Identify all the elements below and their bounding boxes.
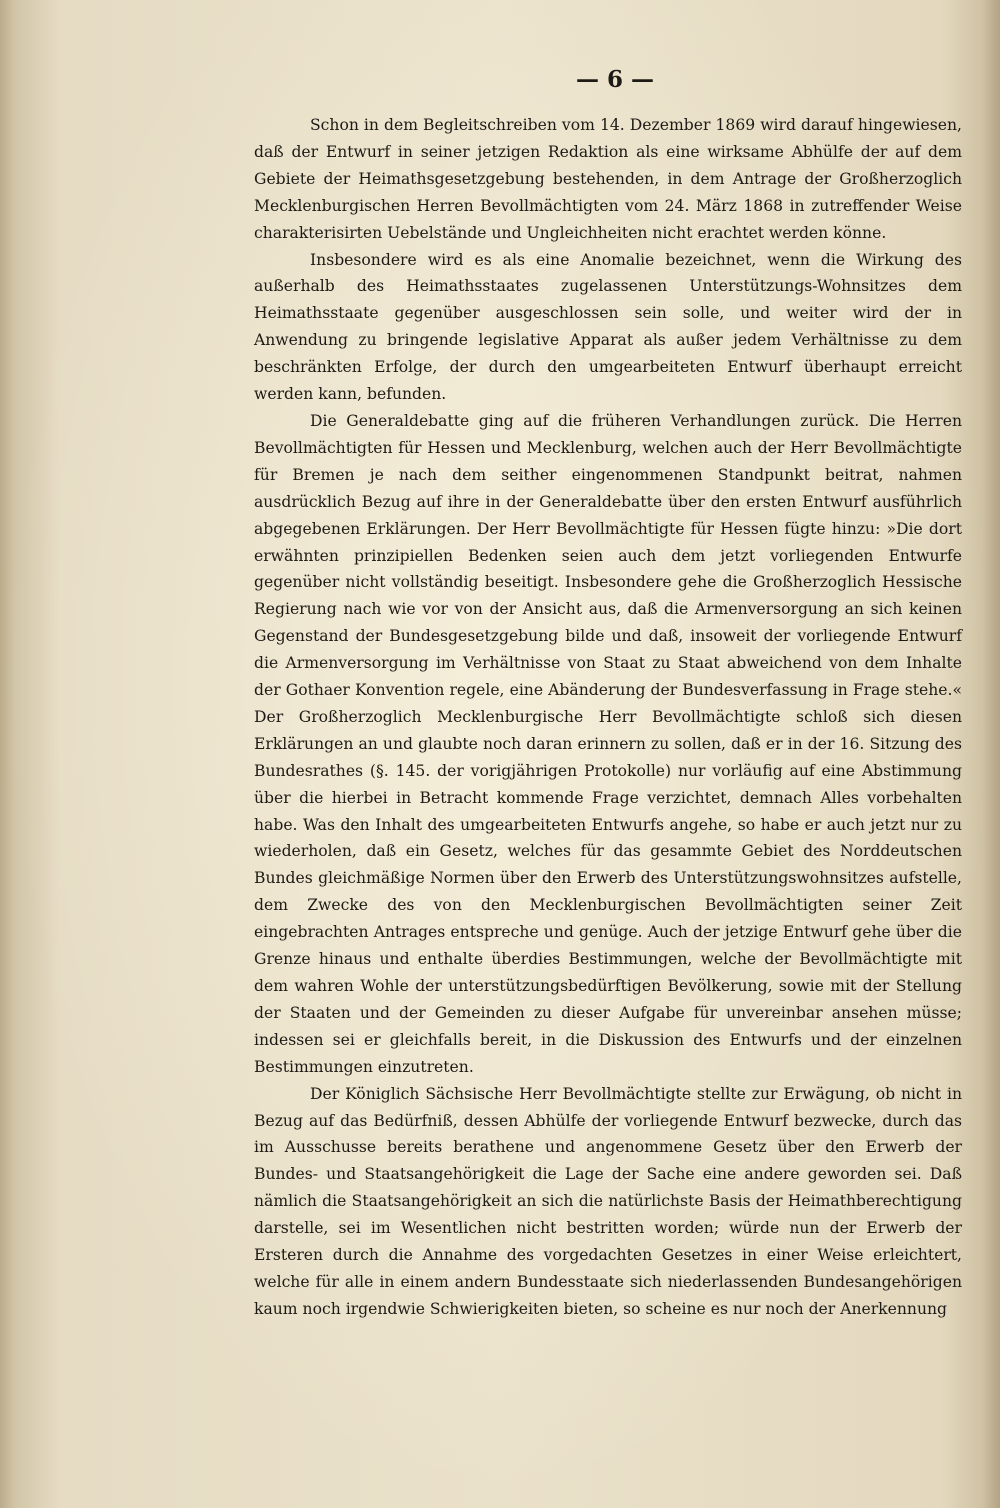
paragraph: Der Königlich Sächsische Herr Bevollmächtigte stellte zur Erwägung, ob nicht in Bezug auf das Bedürfniß, dessen Abhülfe der vorliegende Entwurf bezwecke, durch das im Ausschusse bereits berathene und angenommene Gesetz über den Erwerb der Bundes- und Staatsangehörigkeit die Lage der Sache eine andere geworden sei. Daß nämlich die Staatsangehörigkeit an sich die natürlichste Basis der Heimathberechtigung darstelle, sei im Wesentlichen nicht bestritten worden; würde nun der Erwerb der Ersteren durch die Annahme des vorgedachten Gesetzes in einer Weise erleichtert, welche für alle in einem andern Bundesstaate sich niederlassenden Bundesangehörigen kaum noch irgendwie Schwierigkeiten bieten, so scheine es nur noch der Anerkennung [254, 1084, 962, 1318]
page-number: — 6 — [575, 66, 655, 93]
paragraph: Schon in dem Begleitschreiben vom 14. Dezember 1869 wird darauf hingewiesen, daß der Entwurf in seiner jetzigen Redaktion als eine wirksame Abhülfe der auf dem Gebiete der Heimathsgesetzgebung bestehenden, in dem Antrage der Großherzoglich Mecklenburgischen Herren Bevollmächtigten vom 24. März 1868 in zutreffender Weise charakterisirten Uebelstände und Ungleichheiten nicht erachtet werden könne. [254, 116, 962, 242]
paragraph: Die Generaldebatte ging auf die früheren Verhandlungen zurück. Die Herren Bevollmächtigten für Hessen und Mecklenburg, welchen auch der Herr Bevollmächtigte für Bremen je nach dem seither eingenommenen Standpunkt beitrat, nahmen ausdrücklich Bezug auf ihre in der Generaldebatte über den ersten Entwurf ausführlich abgegebenen Erklärungen. Der Herr Bevollmächtigte für Hessen fügte hinzu: »Die dort erwähnten prinzipiellen Bedenken seien auch dem jetzt vorliegenden Entwurfe gegenüber nicht vollständig beseitigt. Insbesondere gehe die Großherzoglich Hessische Regierung nach wie vor von der Ansicht aus, daß die Armenversorgung an sich keinen Gegenstand der Bundesgesetzgebung bilde und daß, insoweit der vorliegende Entwurf die Armenversorgung im Verhältnisse von Staat zu Staat abweichend von dem Inhalte der Gothaer Konvention regele, eine Abänderung der Bundesverfassung in Frage stehe.« Der Großherzoglich Mecklenburgische Herr Bevollmächtigte schloß sich diesen Erklärungen an und glaubte noch daran erinnern zu sollen, daß er in der 16. Sitzung des Bundesrathes (§. 145. der vorigjährigen Protokolle) nur vorläufig auf eine Abstimmung über die hierbei in Betracht kommende Frage verzichtet, demnach Alles vorbehalten habe. Was den Inhalt des umgearbeiteten Entwurfs angehe, so habe er auch jetzt nur zu wiederholen, daß ein Gesetz, welches für das gesammte Gebiet des Norddeutschen Bundes gleichmäßige Normen über den Erwerb des Unterstützungswohnsitzes aufstelle, dem Zwecke des von den Mecklenburgischen Bevollmächtigten seiner Zeit eingebrachten Antrages entspreche und genüge. Auch der jetzige Entwurf gehe über die Grenze hinaus und enthalte überdies Bestimmungen, welche der Bevollmächtigte mit dem wahren Wohle der unterstützungsbedürftigen Bevölkerung, sowie mit der Stellung der Staaten und der Gemeinden zu dieser Aufgabe für unvereinbar ansehen müsse; indessen sei er gleichfalls bereit, in die Diskussion des Entwurfs und der einzelnen Bestimmungen einzutreten. [254, 411, 962, 1076]
paragraph: Insbesondere wird es als eine Anomalie bezeichnet, wenn die Wirkung des außerhalb des Heimathsstaates zugelassenen Unterstützungs-Wohnsitzes dem Heimathsstaate gegenüber ausgeschlossen sein solle, und weiter wird der in Anwendung zu bringende legislative Apparat als außer jedem Verhältnisse zu dem beschränkten Erfolge, der durch den umgearbeiteten Entwurf überhaupt erreicht werden kann, befunden. [254, 250, 962, 404]
body-text [254, 112, 962, 1323]
page-edge-shadow-left [0, 0, 14, 1508]
page-edge-shadow-right [982, 0, 1000, 1508]
